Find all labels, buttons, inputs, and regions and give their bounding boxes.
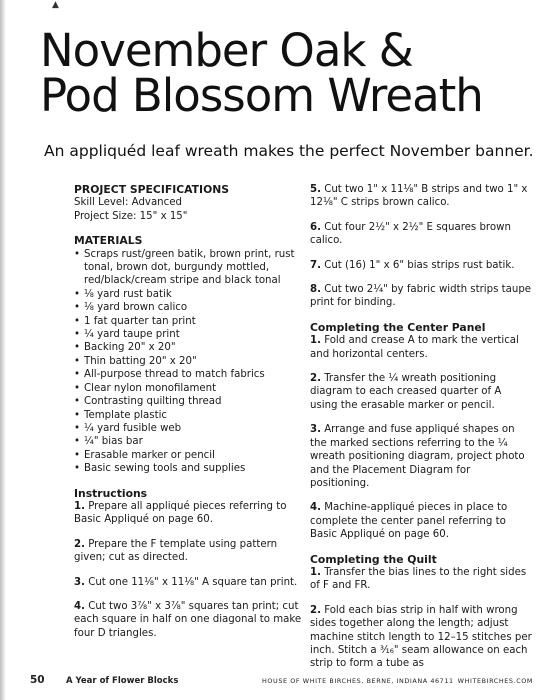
material-item: • Erasable marker or pencil — [74, 449, 302, 462]
skill-level: Skill Level: Advanced — [74, 197, 182, 209]
instruction-step — [74, 538, 302, 565]
material-item: • All-purpose thread to match fabrics — [74, 368, 302, 381]
step-number: 6. — [310, 221, 321, 233]
instruction-step — [74, 500, 302, 527]
page-footer — [30, 676, 535, 690]
material-item: • Contrasting quilting thread — [74, 395, 302, 408]
page-title — [40, 24, 530, 122]
step-text: Cut two 2¼" by fabric width strips taupe print for binding. — [310, 284, 532, 309]
step-number: 5. — [310, 184, 321, 195]
project-specifications — [74, 183, 302, 223]
material-item: • ⅛ yard rust batik — [74, 288, 302, 301]
material-item: • ⅛ yard brown calico — [74, 301, 302, 314]
step-text: Prepare the F template using pattern given; cut as directed. — [74, 538, 278, 564]
top-mark: ▲ — [52, 0, 59, 10]
instruction-step — [310, 259, 532, 272]
instruction-step — [310, 221, 532, 248]
step-number: 1. — [74, 500, 85, 512]
instructions-heading: Instructions — [74, 486, 148, 500]
book-title: A Year of Flower Blocks — [66, 676, 179, 686]
left-column — [74, 183, 302, 640]
step-number: 2. — [74, 538, 85, 550]
step-text: Cut (16) 1" x 6" bias strips rust batik. — [320, 259, 515, 271]
step-number: 1. — [310, 566, 321, 578]
material-item: • 1 fat quarter tan print — [74, 315, 302, 328]
materials-list — [74, 248, 302, 476]
material-item: • Scraps rust/green batik, brown print, rust tonal, brown dot, burgundy mottled, red/black/cream stripe and black tonal — [74, 248, 302, 288]
material-item: • Clear nylon monofilament — [74, 382, 302, 395]
instruction-step — [310, 283, 532, 310]
instruction-step — [310, 183, 532, 210]
step-number: 8. — [310, 284, 321, 296]
step-number: 3. — [310, 424, 321, 436]
instruction-step — [74, 600, 302, 640]
materials-heading: MATERIALS — [74, 234, 143, 248]
instruction-step — [310, 334, 532, 361]
center-panel-heading: Completing the Center Panel — [310, 320, 486, 334]
specs-heading: PROJECT SPECIFICATIONS — [74, 183, 230, 196]
step-text: Fold and crease A to mark the vertical and horizontal centers. — [310, 335, 519, 360]
material-item: • Backing 20" x 20" — [74, 341, 302, 354]
instruction-step — [310, 501, 532, 541]
instruction-step — [310, 604, 532, 671]
title-line-2: Pod Blossom Wreath — [40, 69, 483, 122]
quilt-heading: Completing the Quilt — [310, 552, 437, 566]
material-item: • ¼ yard fusible web — [74, 422, 302, 435]
step-text: Cut two 1" x 11⅛" B strips and two 1" x 12⅛" C strips brown calico. — [310, 184, 528, 209]
step-number: 2. — [310, 373, 321, 385]
materials-section — [74, 234, 302, 475]
material-item: • Basic sewing tools and supplies — [74, 462, 302, 475]
instruction-step — [310, 423, 532, 490]
material-item: • ¼" bias bar — [74, 435, 302, 448]
step-text: Prepare all appliqué pieces referring to Basic Appliqué on page 60. — [74, 500, 287, 526]
instruction-step — [310, 372, 532, 412]
step-text: Cut two 3⅞" x 3⅞" squares tan print; cut each square in half on one diagonal to make four D triangles. — [74, 600, 302, 639]
step-text: Transfer the bias lines to the right sides of F and FR. — [310, 566, 527, 592]
step-text: Transfer the ¼ wreath positioning diagram to each creased quarter of A using the erasable marker or pencil. — [310, 373, 502, 411]
project-size: Project Size: 15" x 15" — [74, 210, 188, 222]
step-number: 1. — [310, 335, 321, 347]
instructions-section — [74, 487, 302, 641]
step-text: Machine-appliqué pieces in place to complete the center panel referring to Basic Appliqué on page 60. — [310, 502, 508, 541]
material-item: • Template plastic — [74, 409, 302, 422]
publisher-info: HOUSE OF WHITE BIRCHES, BERNE, INDIANA 46711 — [262, 677, 454, 685]
website-link: WHITEBIRCHES.COM — [457, 677, 533, 685]
step-number: 3. — [74, 576, 85, 588]
step-text: Cut four 2½" x 2½" E squares brown calico. — [310, 221, 511, 247]
step-number: 4. — [74, 600, 85, 612]
step-number: 2. — [310, 604, 321, 616]
step-text: Cut one 11⅛" x 11⅛" A square tan print. — [84, 576, 298, 588]
material-item: • Thin batting 20" x 20" — [74, 355, 302, 368]
right-column — [310, 183, 532, 671]
step-number: 4. — [310, 502, 321, 514]
page-subtitle: An appliquéd leaf wreath makes the perfect November banner. — [44, 142, 534, 160]
step-number: 7. — [310, 259, 321, 271]
page-number: 50 — [30, 674, 45, 686]
title-line-1: November Oak & — [40, 24, 413, 77]
material-item: • ¼ yard taupe print — [74, 328, 302, 341]
page-edge-shadow — [0, 0, 6, 700]
step-text: Fold each bias strip in half with wrong sides together along the length; adjust machine stitch length to 12–15 stitches per inch. Stitch a ³⁄₁₆" seam allowance on each strip to form a tube as — [310, 604, 532, 670]
instruction-step — [74, 576, 302, 589]
step-text: Arrange and fuse appliqué shapes on the marked sections referring to the ¼ wreath positioning diagram, project photo and the Placement Diagram for positioning. — [310, 424, 525, 489]
instruction-step — [310, 566, 532, 593]
